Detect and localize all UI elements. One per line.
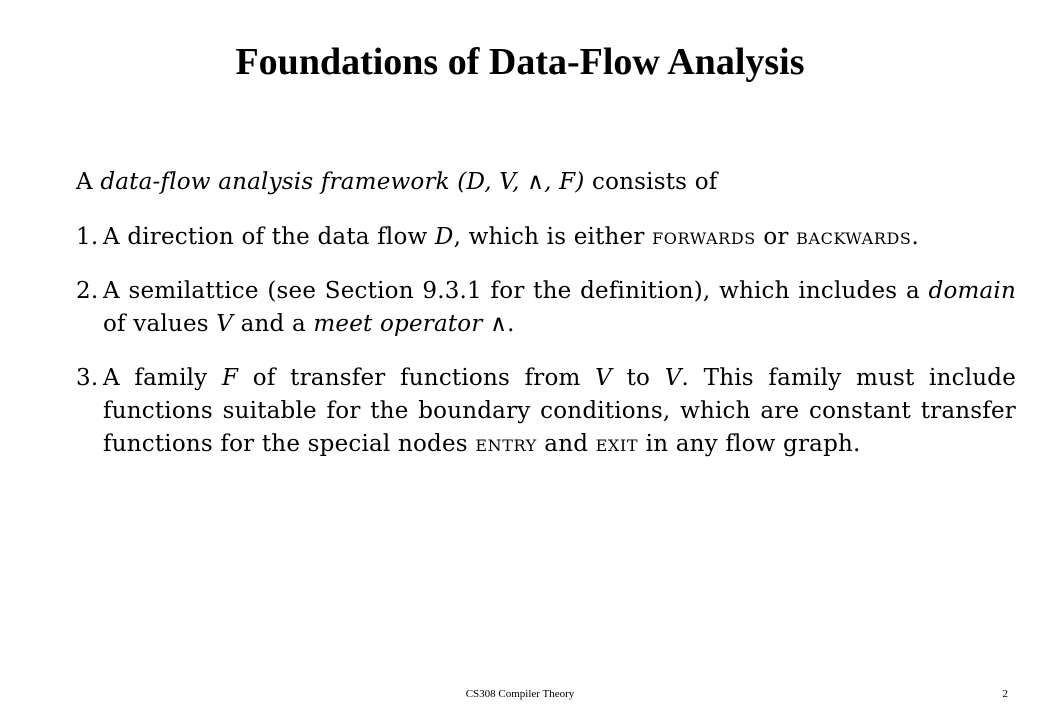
list-item-text	[103, 275, 1016, 341]
framework-tuple: (D, V, ∧, F)	[449, 169, 593, 195]
keyword-backwards: backwards	[796, 224, 912, 250]
footer-course-name: CS308 Compiler Theory	[465, 688, 575, 700]
text-segment: and a	[233, 311, 314, 337]
list-item-number: 3.	[76, 365, 99, 391]
math-variable: D	[434, 224, 454, 250]
list-item-direction	[76, 221, 1016, 254]
text-segment: to	[611, 365, 665, 391]
framework-term: data-flow analysis framework	[100, 169, 450, 195]
math-variable: V	[216, 311, 234, 337]
text-segment: or	[755, 224, 797, 250]
list-item-number: 1.	[76, 224, 99, 250]
framework-definition	[76, 166, 1016, 199]
list-item-semilattice	[76, 275, 1016, 341]
list-item-text	[103, 221, 1016, 254]
list-item-transfer-functions	[76, 362, 1016, 461]
list-item-number: 2.	[76, 278, 99, 304]
term-domain: domain	[928, 278, 1016, 304]
text-segment: . This family must include functions suitable for the boundary conditions, which are constant transfer functions for the special nodes	[103, 365, 1016, 457]
text-segment: of values	[103, 311, 217, 337]
keyword-exit: exit	[595, 431, 639, 457]
list-item-text	[103, 362, 1016, 461]
keyword-forwards: forwards	[652, 224, 756, 250]
text-segment: in any flow graph.	[638, 431, 861, 457]
text-segment: and	[536, 431, 596, 457]
text-segment: A direction of the data flow	[103, 224, 435, 250]
text-segment: .	[911, 224, 919, 250]
term-meet-operator: meet operator	[313, 311, 483, 337]
intro-suffix: consists of	[592, 169, 718, 195]
keyword-entry: entry	[475, 431, 537, 457]
text-segment: A family	[103, 365, 222, 391]
math-variable: V	[595, 365, 612, 391]
intro-prefix: A	[76, 169, 101, 195]
text-segment: of transfer functions from	[238, 365, 596, 391]
footer-page-number: 2	[1002, 688, 1008, 700]
text-segment: ∧.	[482, 311, 515, 337]
math-variable: V	[664, 365, 682, 391]
math-variable: F	[222, 365, 239, 391]
slide-title: Foundations of Data-Flow Analysis	[235, 41, 805, 83]
slide-content	[76, 166, 1016, 482]
text-segment: , which is either	[453, 224, 653, 250]
text-segment: A semilattice (see Section 9.3.1 for the definition), which includes a	[103, 278, 929, 304]
